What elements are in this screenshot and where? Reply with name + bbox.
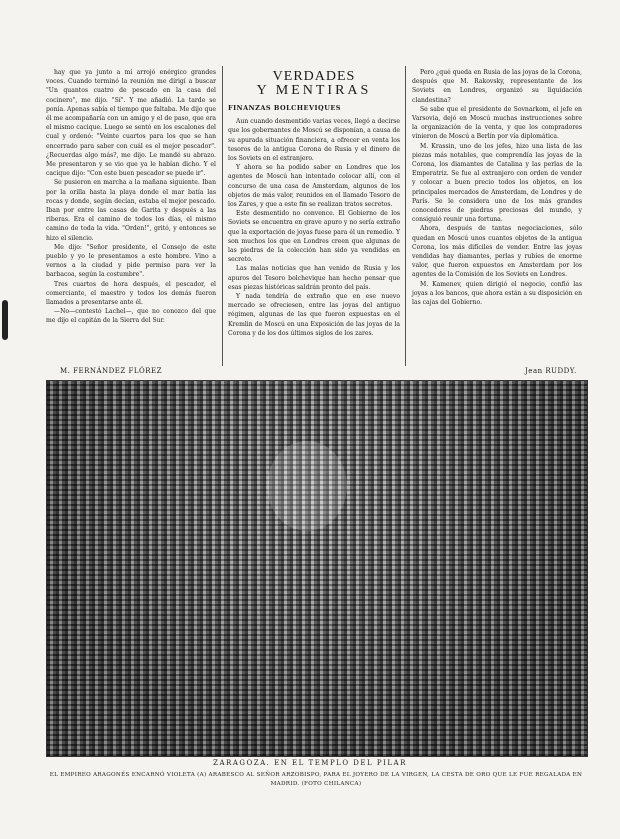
article-subhead: FINANZAS BOLCHEVIQUES bbox=[228, 104, 342, 112]
column-left bbox=[46, 68, 216, 326]
signature-left: M. FERNÁNDEZ FLÓREZ bbox=[60, 367, 162, 375]
headline-line-1: VERDADES bbox=[272, 69, 356, 84]
paragraph: Las malas noticias que han venido de Rusia y los apuros del Tesoro bolchevique han hecho pensar que esas piezas históricas saldrán pronto del país. bbox=[228, 265, 400, 291]
article-headline bbox=[228, 70, 400, 98]
crowd-photograph bbox=[46, 380, 588, 757]
paragraph: Se sabe que el presidente de Sovnarkom, el jefe en Varsovia, dejó en Moscú muchas instrucciones sobre la organización de la venta, y que los compradores vinieron de Moscú a Berlín por vía diplomática. bbox=[412, 105, 582, 141]
photo-caption: EL EMPIREO ARAGONÉS ENCARNÓ VIOLETA (A) ARABESCO AL SEÑOR ARZOBISPO, PARA EL JOYERO DE LA VIRGEN, LA CESTA DE ORO QUE LE FUE REGALADA EN MADRID. (FOTO CHILANCA) bbox=[49, 772, 583, 787]
paragraph: M. Krassin, uno de los jefes, hizo una lista de las piezas más notables, que comprendía las joyas de la Corona, los diamantes de Catalina y las perlas de la Emperatriz. Se fue al extranjero con orden de vender y colocar a buen precio todos los objetos, en los principales mercados de Amsterdam, de Londres y de París. Se le considera uno de los más grandes conocedores de piedras preciosas del mundo, y consiguió reunir una fortuna. bbox=[412, 142, 582, 224]
paragraph: Aun cuando desmentido varias veces, llegó a decirse que los gobernantes de Moscú se disponían, a causa de su apurada situación financiera, a ofrecer en venta los tesoros de la antigua Corona de Rusia y el dinero de los Soviets en el extranjero. bbox=[228, 118, 400, 163]
paragraph: Me dijo: "Señor presidente, el Consejo de este pueblo y yo le presentamos a este hombre. Vino a vernos a la ciudad y pide permiso para ver la barbacoa, según la costumbre". bbox=[46, 243, 216, 279]
paragraph: Pero ¿qué queda en Rusia de las joyas de la Corona, después que M. Rakovsky, representante de los Soviets en Londres, organizó su liquidación clandestina? bbox=[412, 69, 582, 104]
paragraph: Y nada tendría de extraño que en ese nuevo mercado se ofreciesen, entre las joyas del antiguo régimen, algunas de las que fueron expuestas en el Kremlin de Moscú en una Exposición de las joyas de la Corona y de los dos últimos siglos de los zares. bbox=[228, 293, 400, 337]
headline-line-2: Y MENTIRAS bbox=[256, 83, 372, 98]
paragraph: Este desmentido no convence. El Gobierno de los Soviets se encuentra en grave apuro y no sería extraño que la exportación de joyas fuese para él un remedio. Y son muchos los que en Londres creen que algunas de las piedras de la colección han sido ya vendidas en secreto. bbox=[228, 210, 400, 264]
paragraph: Se pusieron en marcha a la mañana siguiente. Iban por la orilla hasta la playa donde el mar batía las rocas y donde, según decían, estaba el mejor pescado. Iban por entre las casas de Garita y después a las riberas. Era el camino de todos los días, el mismo camino de toda la vida. "Orden!", gritó, y entonces se hizo el silencio. bbox=[46, 179, 216, 242]
paragraph: Ahora, después de tantas negociaciones, sólo quedan en Moscú unos cuantos objetos de la antigua Corona, los más difíciles de vender. Entre las joyas vendidas hay diamantes, perlas y rubíes de enorme valor, que fueron expuestos en Amsterdam por los agentes de la Comisión de los Soviets en Londres. bbox=[412, 225, 582, 279]
signature-right: Jean RUDDY. bbox=[525, 367, 577, 375]
paragraph: Y ahora se ha podido saber en Londres que los agentes de Moscú han intentado colocar allí, con el concurso de una casa de Amsterdam, algunos de los objetos de más valor, reunidos en el llamado Tesoro de los Zares, y que a este fin se realizan tratos secretos. bbox=[228, 164, 400, 209]
column-divider bbox=[222, 66, 223, 366]
column-divider bbox=[405, 66, 406, 366]
photo-highlight bbox=[267, 441, 347, 531]
page-edge-mark bbox=[2, 300, 8, 340]
paragraph: hay que ya junto a mí arrojó enérgico grandes voces. Cuando terminó la reunión me dirigí a buscar "Un quantos cuatro de pescado en la casa del cocinero", me dijo. "Sí". Y me añadió. La tarde se ponía. Apenas sabía el tiempo que faltaba. Me dijo que él me acompañaría con un amigo y el de paso, que era el mismo cacique. Luego se sentó en los escalones del cual y ordenó: "Veinte cuartos para los que se han encerrado para saber con cuál es el mejor pescador". ¿Recuerdas algo más?, me dijo. Le mandé su abrazo. Me presentaron y se vio que ya le habían dicho. Y el cacique dijo: "Con este buen pescador se puede ir". bbox=[46, 69, 216, 178]
column-center bbox=[228, 68, 400, 338]
paragraph: —No—contestó Lachel—, que no conozco del que me dijo el capitán de la Sierra del Sur. bbox=[46, 308, 216, 325]
paragraph: M. Kamenev, quien dirigió el negocio, confió las joyas a los bancos, que ahora están a su disposición en las cajas del Gobierno. bbox=[412, 280, 582, 307]
column-right bbox=[412, 68, 582, 307]
paragraph: Tres cuartos de hora después, el pescador, el comerciante, el maestro y todos los demás fueron llamados a presentarse ante él. bbox=[46, 280, 216, 307]
photo-title: ZARAGOZA. EN EL TEMPLO DEL PILAR bbox=[213, 759, 407, 767]
